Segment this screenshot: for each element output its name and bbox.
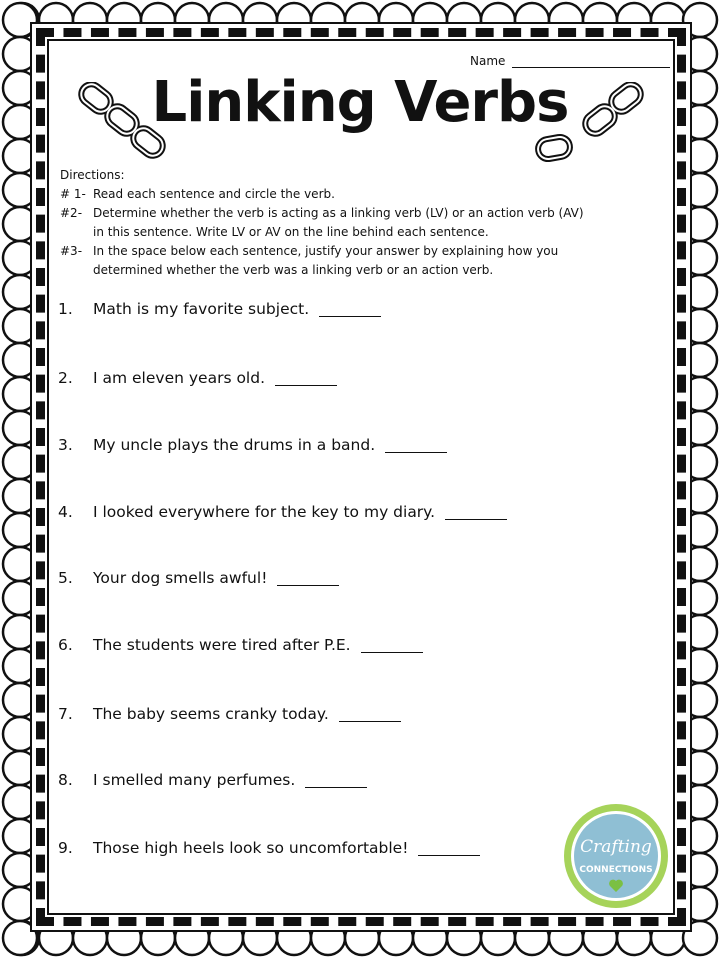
sentence-text: Math is my favorite subject. bbox=[93, 300, 310, 318]
answer-line[interactable] bbox=[319, 315, 381, 317]
crafting-connections-logo bbox=[562, 802, 670, 910]
directions-heading: Directions: bbox=[60, 168, 125, 182]
direction-step-1 bbox=[60, 185, 670, 204]
sentence-number: 2. bbox=[58, 369, 73, 387]
sentence-item bbox=[58, 705, 401, 723]
sentence-item bbox=[58, 369, 337, 387]
sentence-number: 5. bbox=[58, 569, 73, 587]
sentence-text: I am eleven years old. bbox=[93, 369, 265, 387]
answer-line[interactable] bbox=[275, 384, 337, 386]
sentence-number: 7. bbox=[58, 705, 73, 723]
direction-step-number: #3- bbox=[60, 244, 83, 258]
sentence-number: 4. bbox=[58, 503, 73, 521]
sentence-number: 8. bbox=[58, 771, 73, 789]
chain-left-icon bbox=[74, 82, 184, 172]
sentence-item bbox=[58, 771, 367, 789]
sentence-item bbox=[58, 839, 480, 857]
direction-step-number: #2- bbox=[60, 206, 83, 220]
direction-step-text: Determine whether the verb is acting as a linking verb (LV) or an action verb (AV) bbox=[93, 206, 584, 220]
answer-line[interactable] bbox=[361, 651, 423, 653]
sentence-item bbox=[58, 569, 339, 587]
direction-step-3-cont: determined whether the verb was a linking verb or an action verb. bbox=[93, 263, 494, 277]
direction-step-text: Read each sentence and circle the verb. bbox=[93, 187, 335, 201]
answer-line[interactable] bbox=[385, 451, 447, 453]
sentence-item bbox=[58, 503, 507, 521]
answer-line[interactable] bbox=[277, 584, 339, 586]
sentence-text: I smelled many perfumes. bbox=[93, 771, 296, 789]
logo-line1: Crafting bbox=[580, 837, 652, 857]
direction-step-number: # 1- bbox=[60, 187, 86, 201]
answer-line[interactable] bbox=[445, 518, 507, 520]
direction-step-text: In the space below each sentence, justify your answer by explaining how you bbox=[93, 244, 559, 258]
directions-block bbox=[60, 166, 670, 280]
logo-line2: CONNECTIONS bbox=[579, 865, 653, 875]
sentence-number: 3. bbox=[58, 436, 73, 454]
sentence-text: The students were tired after P.E. bbox=[93, 636, 351, 654]
sentence-text: Those high heels look so uncomfortable! bbox=[93, 839, 409, 857]
direction-step-2 bbox=[60, 204, 670, 223]
sentence-item bbox=[58, 436, 447, 454]
sentence-text: I looked everywhere for the key to my diary. bbox=[93, 503, 436, 521]
name-input-line[interactable] bbox=[512, 67, 670, 68]
sentence-number: 1. bbox=[58, 300, 73, 318]
sentence-number: 9. bbox=[58, 839, 73, 857]
sentence-item bbox=[58, 300, 381, 318]
sentence-text: The baby seems cranky today. bbox=[93, 705, 329, 723]
page-title: Linking Verbs bbox=[151, 70, 569, 135]
sentence-item bbox=[58, 636, 423, 654]
sentence-text: My uncle plays the drums in a band. bbox=[93, 436, 376, 454]
direction-step-2-cont: in this sentence. Write LV or AV on the line behind each sentence. bbox=[93, 225, 489, 239]
answer-line[interactable] bbox=[418, 854, 480, 856]
chain-right-icon bbox=[530, 82, 650, 172]
answer-line[interactable] bbox=[305, 786, 367, 788]
sentence-number: 6. bbox=[58, 636, 73, 654]
name-label: Name bbox=[470, 54, 506, 68]
sentence-text: Your dog smells awful! bbox=[93, 569, 268, 587]
direction-step-3 bbox=[60, 242, 670, 261]
answer-line[interactable] bbox=[339, 720, 401, 722]
